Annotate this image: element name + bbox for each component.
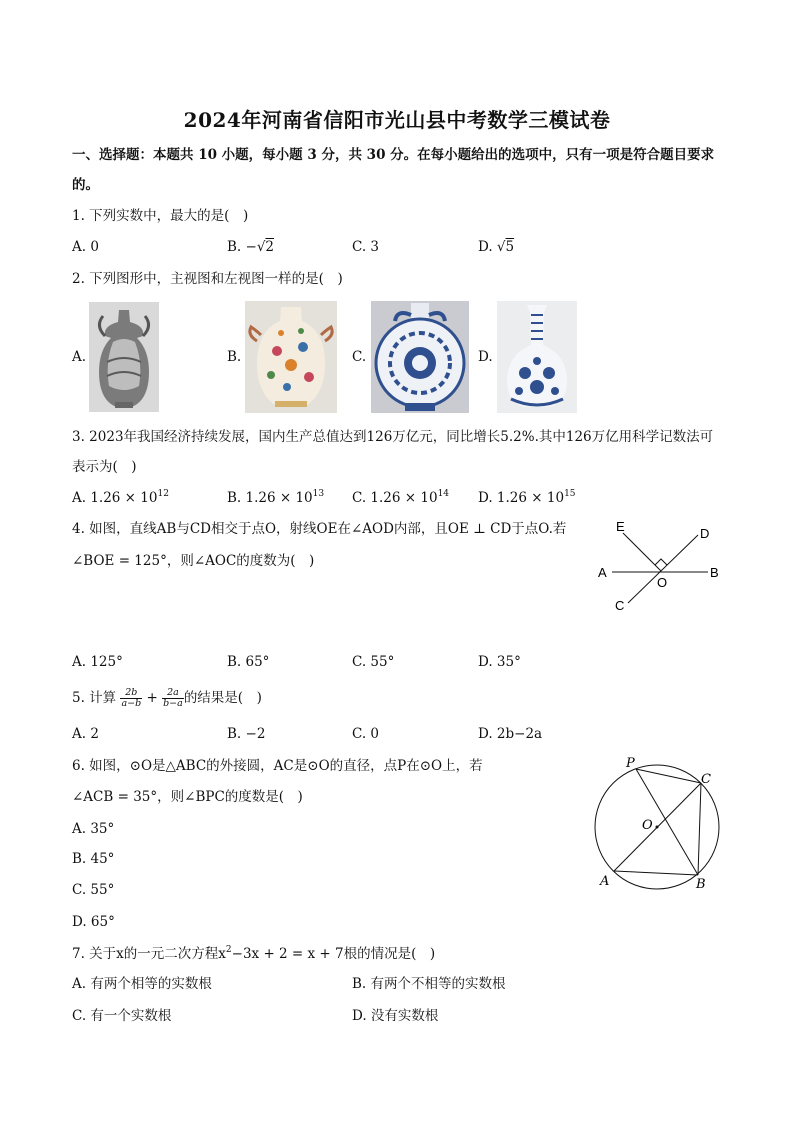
q6-center-point	[656, 826, 659, 829]
q6-label-a: A	[600, 874, 610, 889]
q6-option-a: A. 35°	[72, 821, 115, 837]
q3-option-d	[478, 489, 576, 507]
q7-option-c: C. 有一个实数根	[72, 1008, 172, 1024]
q4-option-b: B. 65°	[227, 654, 270, 670]
q1-option-d-prefix: D. √	[478, 239, 506, 255]
q4-line-cd	[628, 535, 698, 603]
q2-image-moon-flask	[371, 301, 469, 413]
q2-option-a-label: A.	[72, 349, 87, 365]
q5-option-a: A. 2	[72, 726, 99, 742]
q3-option-b-base: B. 1.26 × 10	[227, 490, 313, 506]
q3-option-a	[72, 489, 169, 507]
q1-option-b	[227, 238, 274, 256]
q4-option-a: A. 125°	[72, 654, 123, 670]
q7-stem-prefix: 7. 关于x的一元二次方程x	[72, 946, 226, 962]
q2-option-d-label: D.	[478, 349, 493, 365]
q1-option-d	[478, 238, 514, 256]
q4-option-c: C. 55°	[352, 654, 395, 670]
q4-label-c: C	[615, 598, 625, 613]
q7-option-b: B. 有两个不相等的实数根	[352, 976, 506, 992]
q7-stem-exponent: 2	[225, 945, 232, 955]
q5-fraction-2-denominator: b−a	[163, 698, 183, 709]
q6-figure	[588, 755, 728, 895]
q6-label-c: C	[701, 772, 711, 787]
q6-stem-line1: 6. 如图，⊙O是△ABC的外接圆，AC是⊙O的直径，点P在⊙O上，若	[72, 758, 483, 774]
q4-stem-line1: 4. 如图，直线AB与CD相交于点O，射线OE在∠AOD内部，且OE ⊥ CD于点O.若	[72, 521, 567, 537]
q1-option-c: C. 3	[352, 239, 380, 255]
page-title: 2024年河南省信阳市光山县中考数学三模试卷	[183, 108, 611, 132]
q7-stem	[72, 945, 435, 963]
q4-stem-line2: ∠BOE = 125°，则∠AOC的度数为( )	[72, 553, 315, 569]
q5-stem	[72, 688, 262, 709]
q5-fraction-1	[120, 688, 142, 709]
q2-option-b-label: B.	[227, 349, 242, 365]
q3-stem-line2: 表示为( )	[72, 459, 137, 475]
q5-option-c: C. 0	[352, 726, 380, 742]
q4-figure	[590, 515, 730, 620]
q3-option-b-exponent: 13	[312, 489, 325, 499]
q7-option-a: A. 有两个相等的实数根	[72, 976, 212, 992]
q3-option-d-exponent: 15	[564, 489, 576, 499]
q6-segment-pc	[636, 769, 701, 783]
q4-label-e: E	[616, 519, 625, 534]
q4-label-a: A	[598, 565, 607, 580]
q1-option-b-radicand: 2	[265, 239, 275, 255]
q6-option-d: D. 65°	[72, 914, 115, 930]
q6-label-p: P	[626, 756, 635, 771]
q3-option-c	[352, 489, 449, 507]
q5-option-b: B. −2	[227, 726, 266, 742]
q3-stem-line1: 3. 2023年我国经济持续发展，国内生产总值达到126万亿元，同比增长5.2%.其中126万亿用科学记数法可	[72, 429, 714, 445]
q1-option-a: A. 0	[72, 239, 99, 255]
q6-option-c: C. 55°	[72, 882, 115, 898]
q1-stem: 1. 下列实数中，最大的是( )	[72, 208, 249, 224]
q3-option-c-exponent: 14	[437, 489, 450, 499]
q4-right-angle-mark	[655, 559, 667, 565]
q6-label-b: B	[696, 877, 706, 892]
q4-label-b: B	[710, 565, 719, 580]
q4-label-o: O	[657, 575, 668, 590]
q2-image-bottle-vase	[497, 301, 577, 413]
q6-stem-line2: ∠ACB = 35°，则∠BPC的度数是( )	[72, 789, 303, 805]
q2-stem: 2. 下列图形中，主视图和左视图一样的是( )	[72, 271, 343, 287]
q6-segment-ab	[614, 871, 698, 875]
q3-option-c-base: C. 1.26 × 10	[352, 490, 438, 506]
q2-image-famille-rose-vase	[245, 301, 337, 413]
q6-label-o: O	[642, 818, 653, 833]
q5-fraction-2-numerator: 2a	[162, 688, 184, 699]
q2-option-c-label: C.	[352, 349, 367, 365]
q3-option-d-base: D. 1.26 × 10	[478, 490, 565, 506]
q5-plus-sign: +	[142, 690, 163, 706]
q4-label-d: D	[700, 526, 710, 541]
q1-option-d-radicand: 5	[505, 239, 515, 255]
section-heading-line1: 一、选择题：本题共 10 小题，每小题 3 分，共 30 分。在每小题给出的选项中，只有一项是符合题目要求	[72, 147, 715, 163]
q6-segment-bc	[698, 783, 701, 875]
q5-fraction-1-numerator: 2b	[120, 688, 142, 699]
q6-option-b: B. 45°	[72, 851, 115, 867]
q7-option-d: D. 没有实数根	[352, 1008, 439, 1024]
q2-image-silver-vase	[89, 302, 159, 412]
q7-stem-suffix: −3x + 2 = x + 7根的情况是( )	[231, 946, 436, 962]
q5-fraction-1-denominator: a−b	[121, 698, 142, 709]
q3-option-b	[227, 489, 324, 507]
q5-fraction-2	[162, 688, 184, 709]
q1-option-b-prefix: B. −√	[227, 239, 266, 255]
q5-option-d: D. 2b−2a	[478, 726, 543, 742]
q4-option-d: D. 35°	[478, 654, 521, 670]
q5-stem-prefix: 5. 计算	[72, 690, 117, 706]
q3-option-a-exponent: 12	[157, 489, 169, 499]
section-heading-line2: 的。	[72, 177, 99, 193]
q3-option-a-base: A. 1.26 × 10	[72, 490, 158, 506]
q5-stem-suffix: 的结果是( )	[183, 690, 262, 706]
